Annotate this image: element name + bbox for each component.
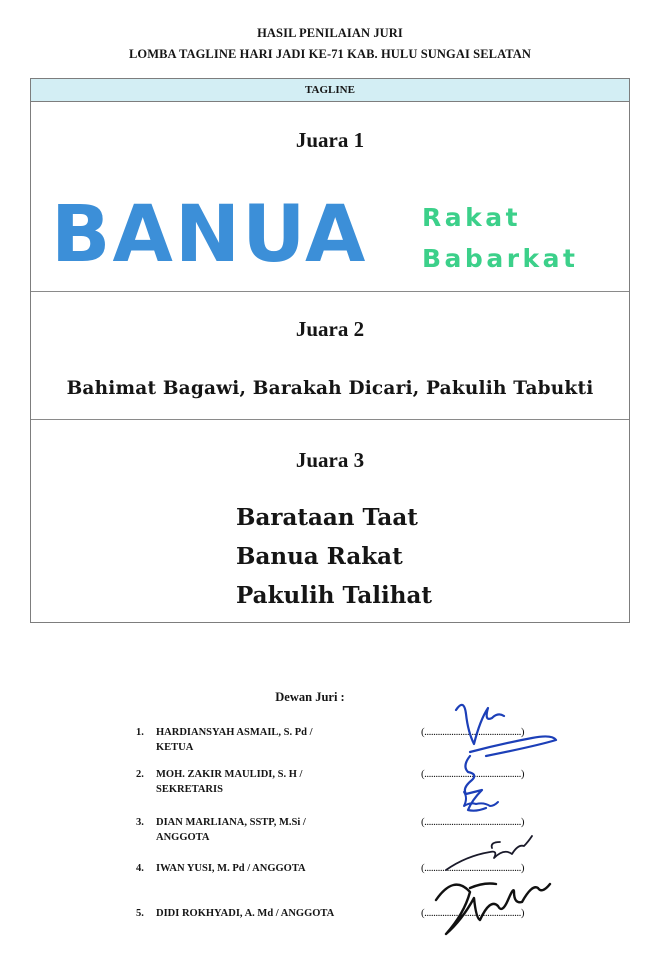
winning-logo-line1: Rakat bbox=[422, 203, 522, 232]
rank-3-tagline: Barataan Taat bbox=[236, 504, 418, 531]
jury-name-line2: ANGGOTA bbox=[156, 832, 210, 843]
jury-number: 5. bbox=[136, 908, 144, 919]
jury-title: Dewan Juri : bbox=[275, 690, 345, 704]
rank-3-title: Juara 3 bbox=[295, 448, 365, 472]
table-header-tagline: TAGLINE bbox=[31, 79, 629, 102]
jury-name bbox=[156, 767, 376, 797]
rank-3-tagline: Banua Rakat bbox=[236, 543, 403, 570]
document-title: HASIL PENILAIAN JURI bbox=[257, 26, 403, 40]
jury-name-line1: HARDIANSYAH ASMAIL, S. Pd / bbox=[156, 727, 313, 738]
jury-name-line1: DIAN MARLIANA, SSTP, M.Si / bbox=[156, 817, 306, 828]
results-table bbox=[30, 78, 630, 623]
signature-line: (...........................................) bbox=[421, 816, 525, 828]
winning-logo-line2: Babarkat bbox=[422, 244, 579, 273]
jury-name-line1: MOH. ZAKIR MAULIDI, S. H / bbox=[156, 769, 303, 780]
jury-name-line2: SEKRETARIS bbox=[156, 784, 223, 795]
signature-line: (...........................................) bbox=[421, 768, 525, 780]
jury-number: 3. bbox=[136, 817, 144, 828]
jury-number: 2. bbox=[136, 769, 144, 780]
rank-3-tagline: Pakulih Talihat bbox=[236, 582, 432, 609]
jury-name-line2: KETUA bbox=[156, 742, 194, 753]
jury-number: 1. bbox=[136, 727, 144, 738]
rank-1-title: Juara 1 bbox=[295, 128, 365, 152]
jury-name bbox=[156, 725, 376, 755]
signature-3 bbox=[464, 792, 498, 806]
jury-name-line1: IWAN YUSI, M. Pd / ANGGOTA bbox=[156, 863, 306, 874]
signature-line: (...........................................) bbox=[421, 726, 525, 738]
signature-line: (...........................................) bbox=[421, 907, 525, 919]
jury-name bbox=[156, 815, 376, 845]
jury-name-line1: DIDI ROKHYADI, A. Md / ANGGOTA bbox=[156, 908, 335, 919]
jury-name bbox=[156, 861, 376, 876]
row-divider bbox=[31, 419, 629, 420]
row-divider bbox=[31, 291, 629, 292]
document-subtitle: LOMBA TAGLINE HARI JADI KE-71 KAB. HULU SUNGAI SELATAN bbox=[128, 47, 532, 61]
rank-2-title: Juara 2 bbox=[295, 317, 365, 341]
jury-number: 4. bbox=[136, 863, 144, 874]
signature-2 bbox=[465, 756, 486, 811]
winning-logo-main: BANUA bbox=[51, 190, 368, 280]
signature-line: (...........................................) bbox=[421, 862, 525, 874]
jury-name bbox=[156, 906, 376, 921]
rank-2-tagline: Bahimat Bagawi, Barakah Dicari, Pakulih Tabukti bbox=[66, 378, 594, 399]
